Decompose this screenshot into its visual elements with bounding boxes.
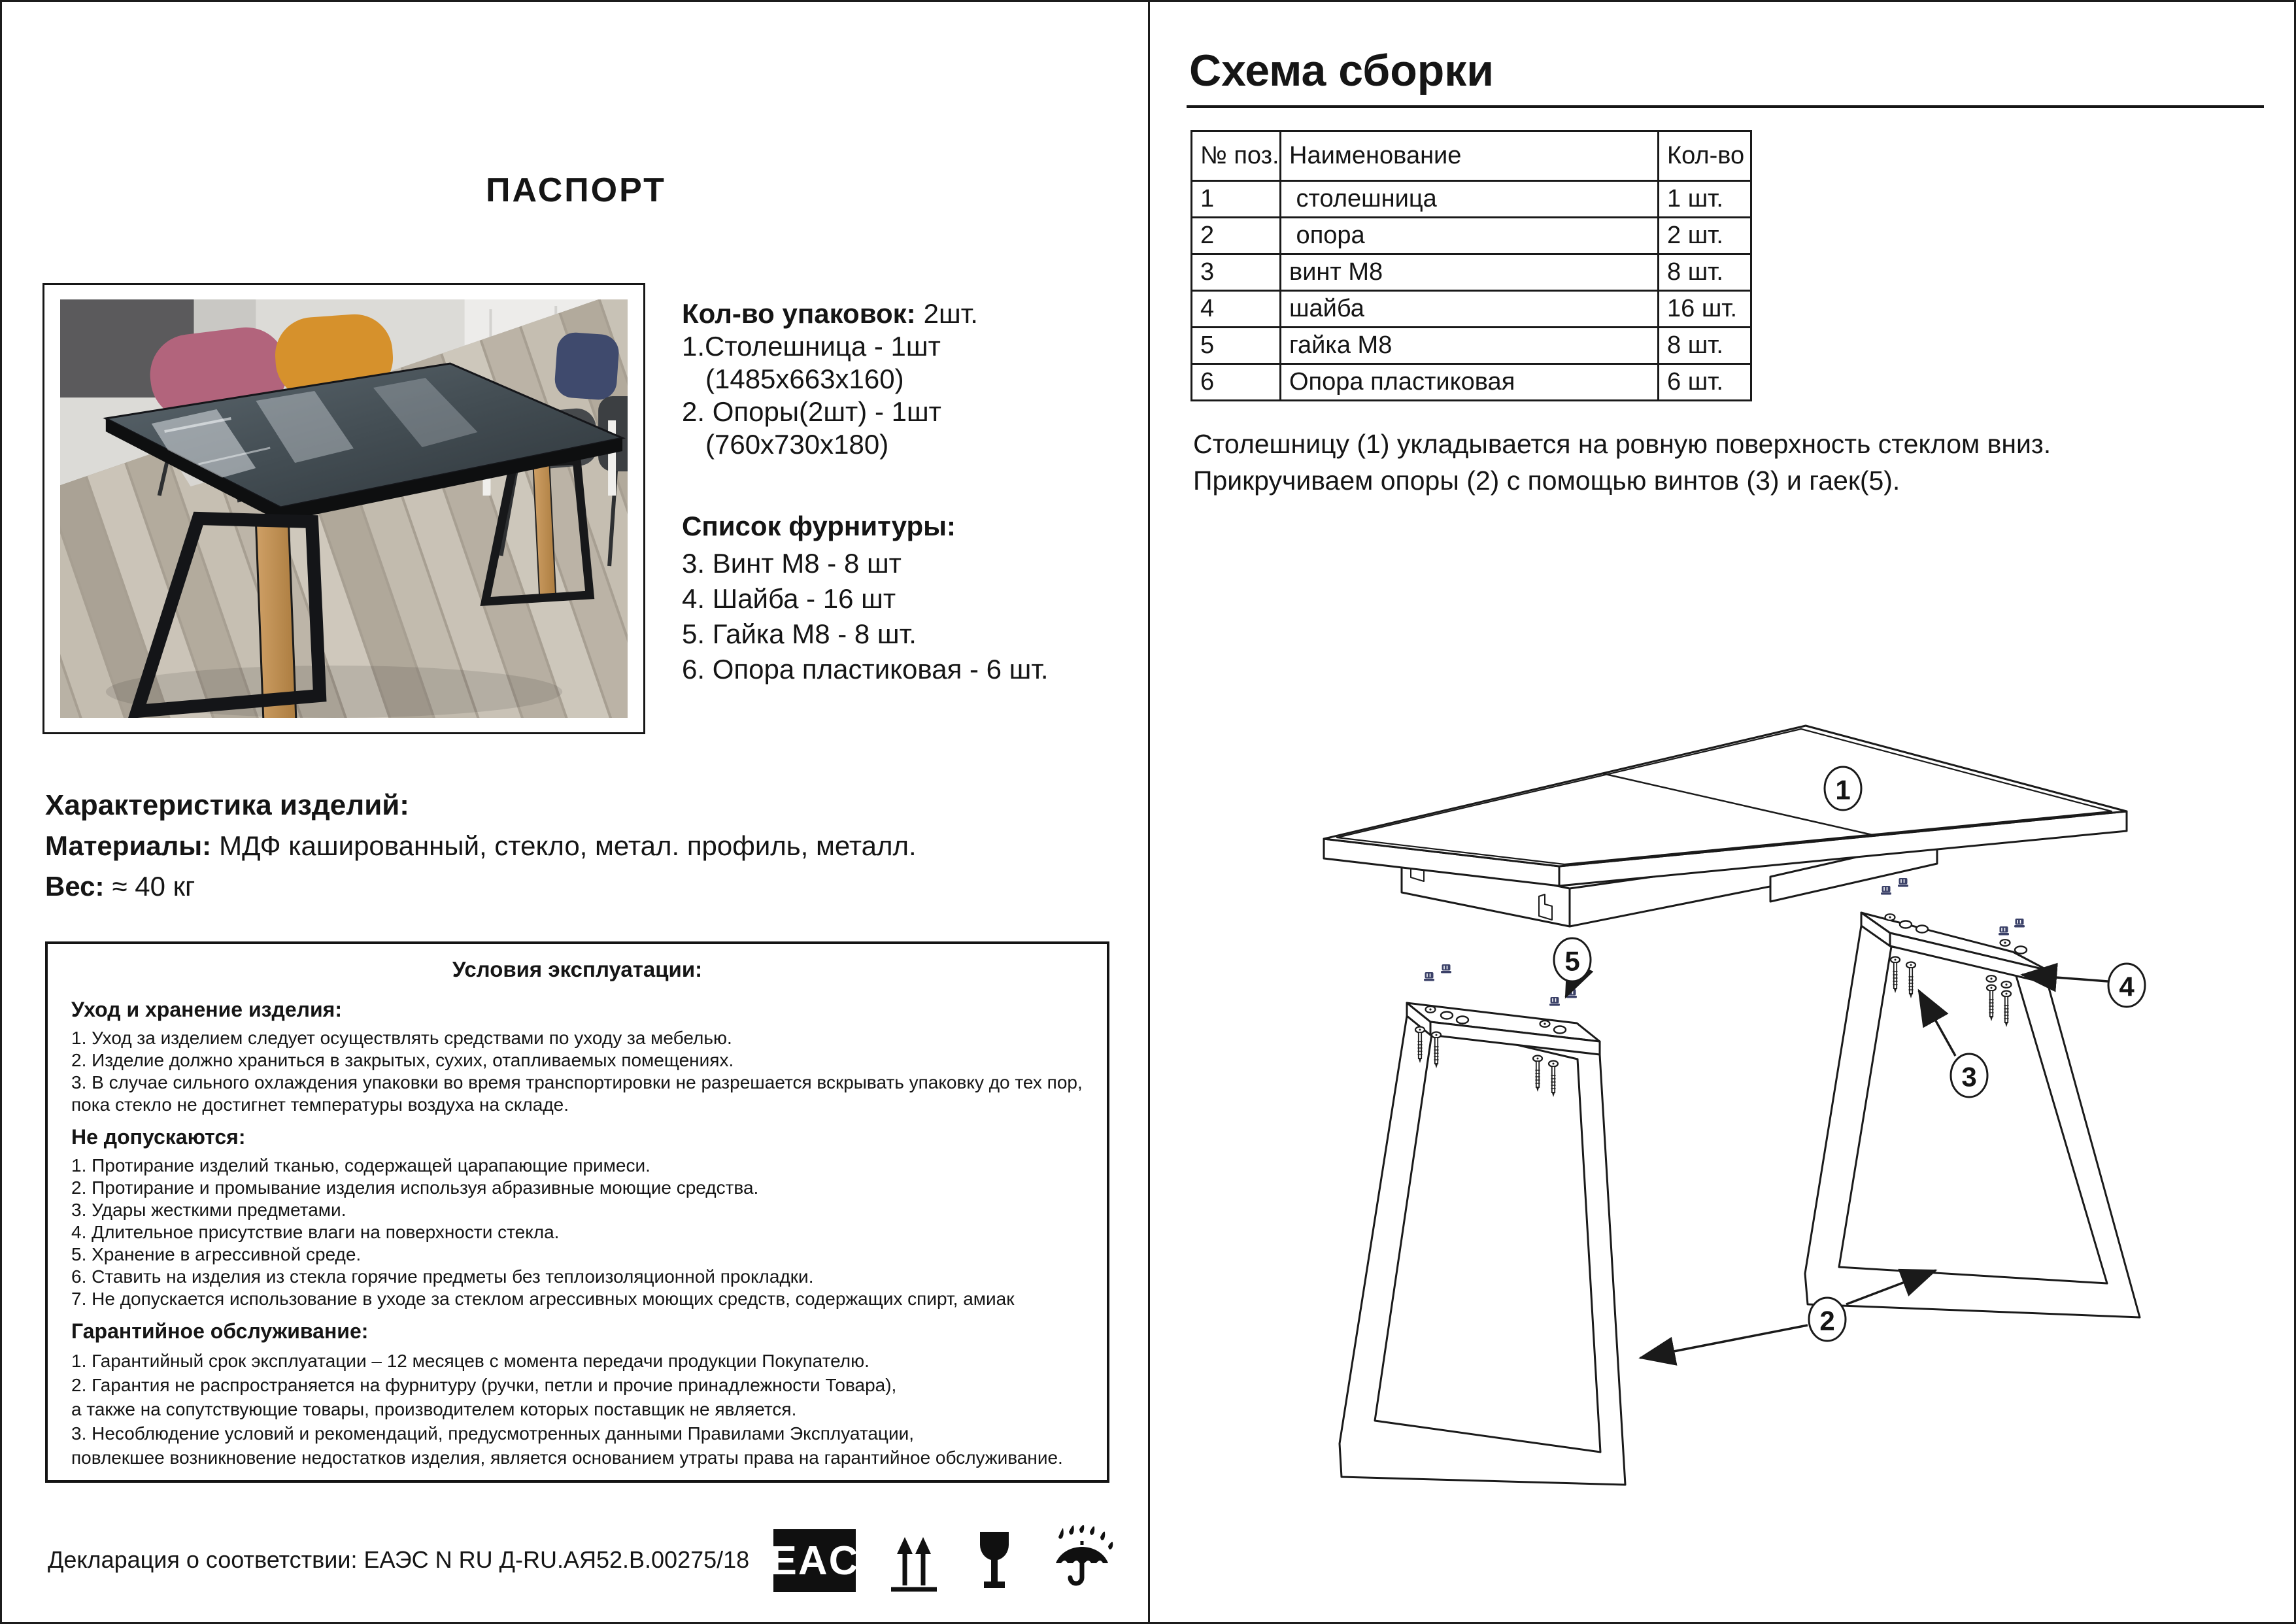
hardware-item: 6. Опора пластиковая - 6 шт.: [682, 654, 1049, 685]
not-allowed-item: 6. Ставить на изделия из стекла горячие предметы без теплоизоляционной прокладки.: [71, 1266, 814, 1287]
assembly-note: [1193, 426, 2259, 499]
cell-pos: 5: [1192, 328, 1281, 364]
packaging-line: 1.Столешница - 1шт: [682, 331, 941, 362]
product-photo: [60, 299, 628, 718]
characteristics-title: Характеристика изделий:: [45, 789, 409, 821]
assembly-diagram: [1179, 564, 2264, 1584]
packaging-count: [682, 297, 1140, 330]
hardware-item: 3. Винт М8 - 8 шт: [682, 548, 902, 579]
materials-value: МДФ кашированный, стекло, метал. профиль, металл.: [219, 830, 917, 861]
packaging-count-label: Кол-во упаковок:: [682, 298, 916, 329]
table-row: [1192, 328, 1751, 364]
materials-line: [45, 831, 1130, 861]
cell-qty: 16 шт.: [1659, 291, 1751, 328]
cell-pos: 6: [1192, 364, 1281, 401]
hardware-list: [682, 511, 1146, 691]
svg-text:1: 1: [1835, 774, 1851, 805]
eac-mark-icon: EAC: [773, 1529, 856, 1592]
col-header-pos: № поз.: [1192, 131, 1281, 181]
tabletop: [1324, 726, 2127, 886]
cell-qty: 8 шт.: [1659, 328, 1751, 364]
cell-name: Опора пластиковая: [1281, 364, 1659, 401]
navy-chair: [554, 331, 620, 401]
callout-2: [1809, 1298, 1846, 1341]
svg-text:5: 5: [1564, 945, 1580, 977]
table-row: [1192, 218, 1751, 254]
cell-pos: 4: [1192, 291, 1281, 328]
materials-label: Материалы:: [45, 830, 212, 861]
this-side-up-icon: [888, 1533, 939, 1593]
conditions-title: Условия эксплуатации:: [452, 957, 703, 981]
packaging-line: 2. Опоры(2шт) - 1шт: [682, 396, 941, 427]
not-allowed-item: 7. Не допускается использование в уходе за стеклом агрессивных моющих средств, содержащих спирт, амиак: [71, 1289, 1015, 1309]
product-photo-frame: [42, 283, 645, 734]
cell-pos: 2: [1192, 218, 1281, 254]
packaging-count-value: 2шт.: [923, 298, 978, 329]
hardware-item: 5. Гайка М8 - 8 шт.: [682, 618, 917, 649]
warranty-item: а также на сопутствующие товары, производителем которых поставщик не является.: [71, 1399, 797, 1419]
warranty-item: повлекшее возникновение недостатков изделия, является основанием утраты права на гарантийное обслуживание.: [71, 1447, 1063, 1468]
cell-pos: 1: [1192, 181, 1281, 218]
callout-5: [1554, 938, 1591, 981]
hardware-item: 4. Шайба - 16 шт: [682, 583, 896, 614]
cell-name: гайка М8: [1281, 328, 1659, 364]
warranty-item: 3. Несоблюдение условий и рекомендаций, предусмотренных данными Правилами Эксплуатации,: [71, 1423, 915, 1444]
table-row: [1192, 254, 1751, 291]
cell-pos: 3: [1192, 254, 1281, 291]
table-row: [1192, 364, 1751, 401]
col-header-name: Наименование: [1281, 131, 1659, 181]
svg-text:3: 3: [1961, 1061, 1977, 1092]
weight-line: [45, 871, 1130, 902]
title-rule: [1187, 105, 2264, 108]
assembly-note-line: Прикручиваем опоры (2) с помощью винтов (3) и гаек(5).: [1193, 465, 1900, 496]
front-wood-leg: [256, 518, 296, 718]
not-allowed-item: 2. Протирание и промывание изделия используя абразивные моющие средства.: [71, 1177, 759, 1198]
cell-name: опора: [1281, 218, 1659, 254]
column-divider: [1148, 2, 1150, 1624]
table-header-row: [1192, 131, 1751, 181]
callout-4: [2108, 964, 2145, 1007]
weight-label: Вес:: [45, 871, 105, 902]
fragile-glass-icon: [977, 1531, 1011, 1593]
care-item: 2. Изделие должно храниться в закрытых, сухих, отапливаемых помещениях.: [71, 1050, 734, 1070]
callout-3: [1951, 1054, 1987, 1097]
certification-marks: [769, 1525, 1126, 1597]
passport-title: ПАСПОРТ: [486, 171, 666, 209]
callout-1: [1825, 767, 1861, 810]
not-allowed-item: 1. Протирание изделий тканью, содержащей царапающие примеси.: [71, 1155, 650, 1176]
weight-value: ≈ 40 кг: [112, 871, 195, 902]
packaging-block: [682, 297, 1140, 461]
rain-drops: [1058, 1525, 1113, 1549]
warranty-title: Гарантийное обслуживание:: [71, 1319, 369, 1343]
hardware-title: Список фурнитуры:: [682, 511, 956, 541]
cell-qty: 2 шт.: [1659, 218, 1751, 254]
cell-name: столешница: [1281, 181, 1659, 218]
care-item: 1. Уход за изделием следует осуществлять средствами по уходу за мебелью.: [71, 1028, 732, 1048]
warranty-item: 2. Гарантия не распространяется на фурнитуру (ручки, петли и прочие принадлежности Товара),: [71, 1375, 897, 1395]
cell-qty: 8 шт.: [1659, 254, 1751, 291]
not-allowed-item: 4. Длительное присутствие влаги на поверхности стекла.: [71, 1222, 560, 1242]
table-row: [1192, 181, 1751, 218]
cell-name: шайба: [1281, 291, 1659, 328]
not-allowed-title: Не допускаются:: [71, 1125, 246, 1149]
cell-qty: 6 шт.: [1659, 364, 1751, 401]
declaration-text: Декларация о соответствии: ЕАЭС N RU Д-RU.АЯ52.В.00275/18: [48, 1546, 750, 1573]
leg-left: [1340, 964, 1625, 1485]
care-title: Уход и хранение изделия:: [71, 998, 342, 1021]
table-row: [1192, 291, 1751, 328]
care-item: 3. В случае сильного охлаждения упаковки во время транспортировки не разрешается вскрывать упаковку до тех пор,: [71, 1072, 1083, 1092]
keep-dry-icon: [1048, 1525, 1116, 1593]
parts-table: [1190, 130, 1752, 401]
col-header-qty: Кол-во: [1659, 131, 1751, 181]
characteristics-block: [45, 790, 1130, 912]
usage-conditions-box: [45, 941, 1109, 1483]
not-allowed-item: 5. Хранение в агрессивной среде.: [71, 1244, 362, 1264]
assembly-title: Схема сборки: [1189, 46, 1494, 95]
not-allowed-item: 3. Удары жесткими предметами.: [71, 1200, 346, 1220]
assembly-note-line: Столешницу (1) укладывается на ровную поверхность стеклом вниз.: [1193, 429, 2051, 459]
warranty-item: 1. Гарантийный срок эксплуатации – 12 месяцев с момента передачи продукции Покупателю.: [71, 1351, 869, 1371]
svg-text:2: 2: [1819, 1305, 1835, 1336]
packaging-line: (760х730х180): [705, 429, 889, 460]
svg-text:4: 4: [2119, 971, 2135, 1002]
cell-qty: 1 шт.: [1659, 181, 1751, 218]
packaging-line: (1485х663х160): [705, 364, 904, 394]
care-item: пока стекло не достигнет температуры воздуха на складе.: [71, 1094, 569, 1115]
cell-name: винт М8: [1281, 254, 1659, 291]
